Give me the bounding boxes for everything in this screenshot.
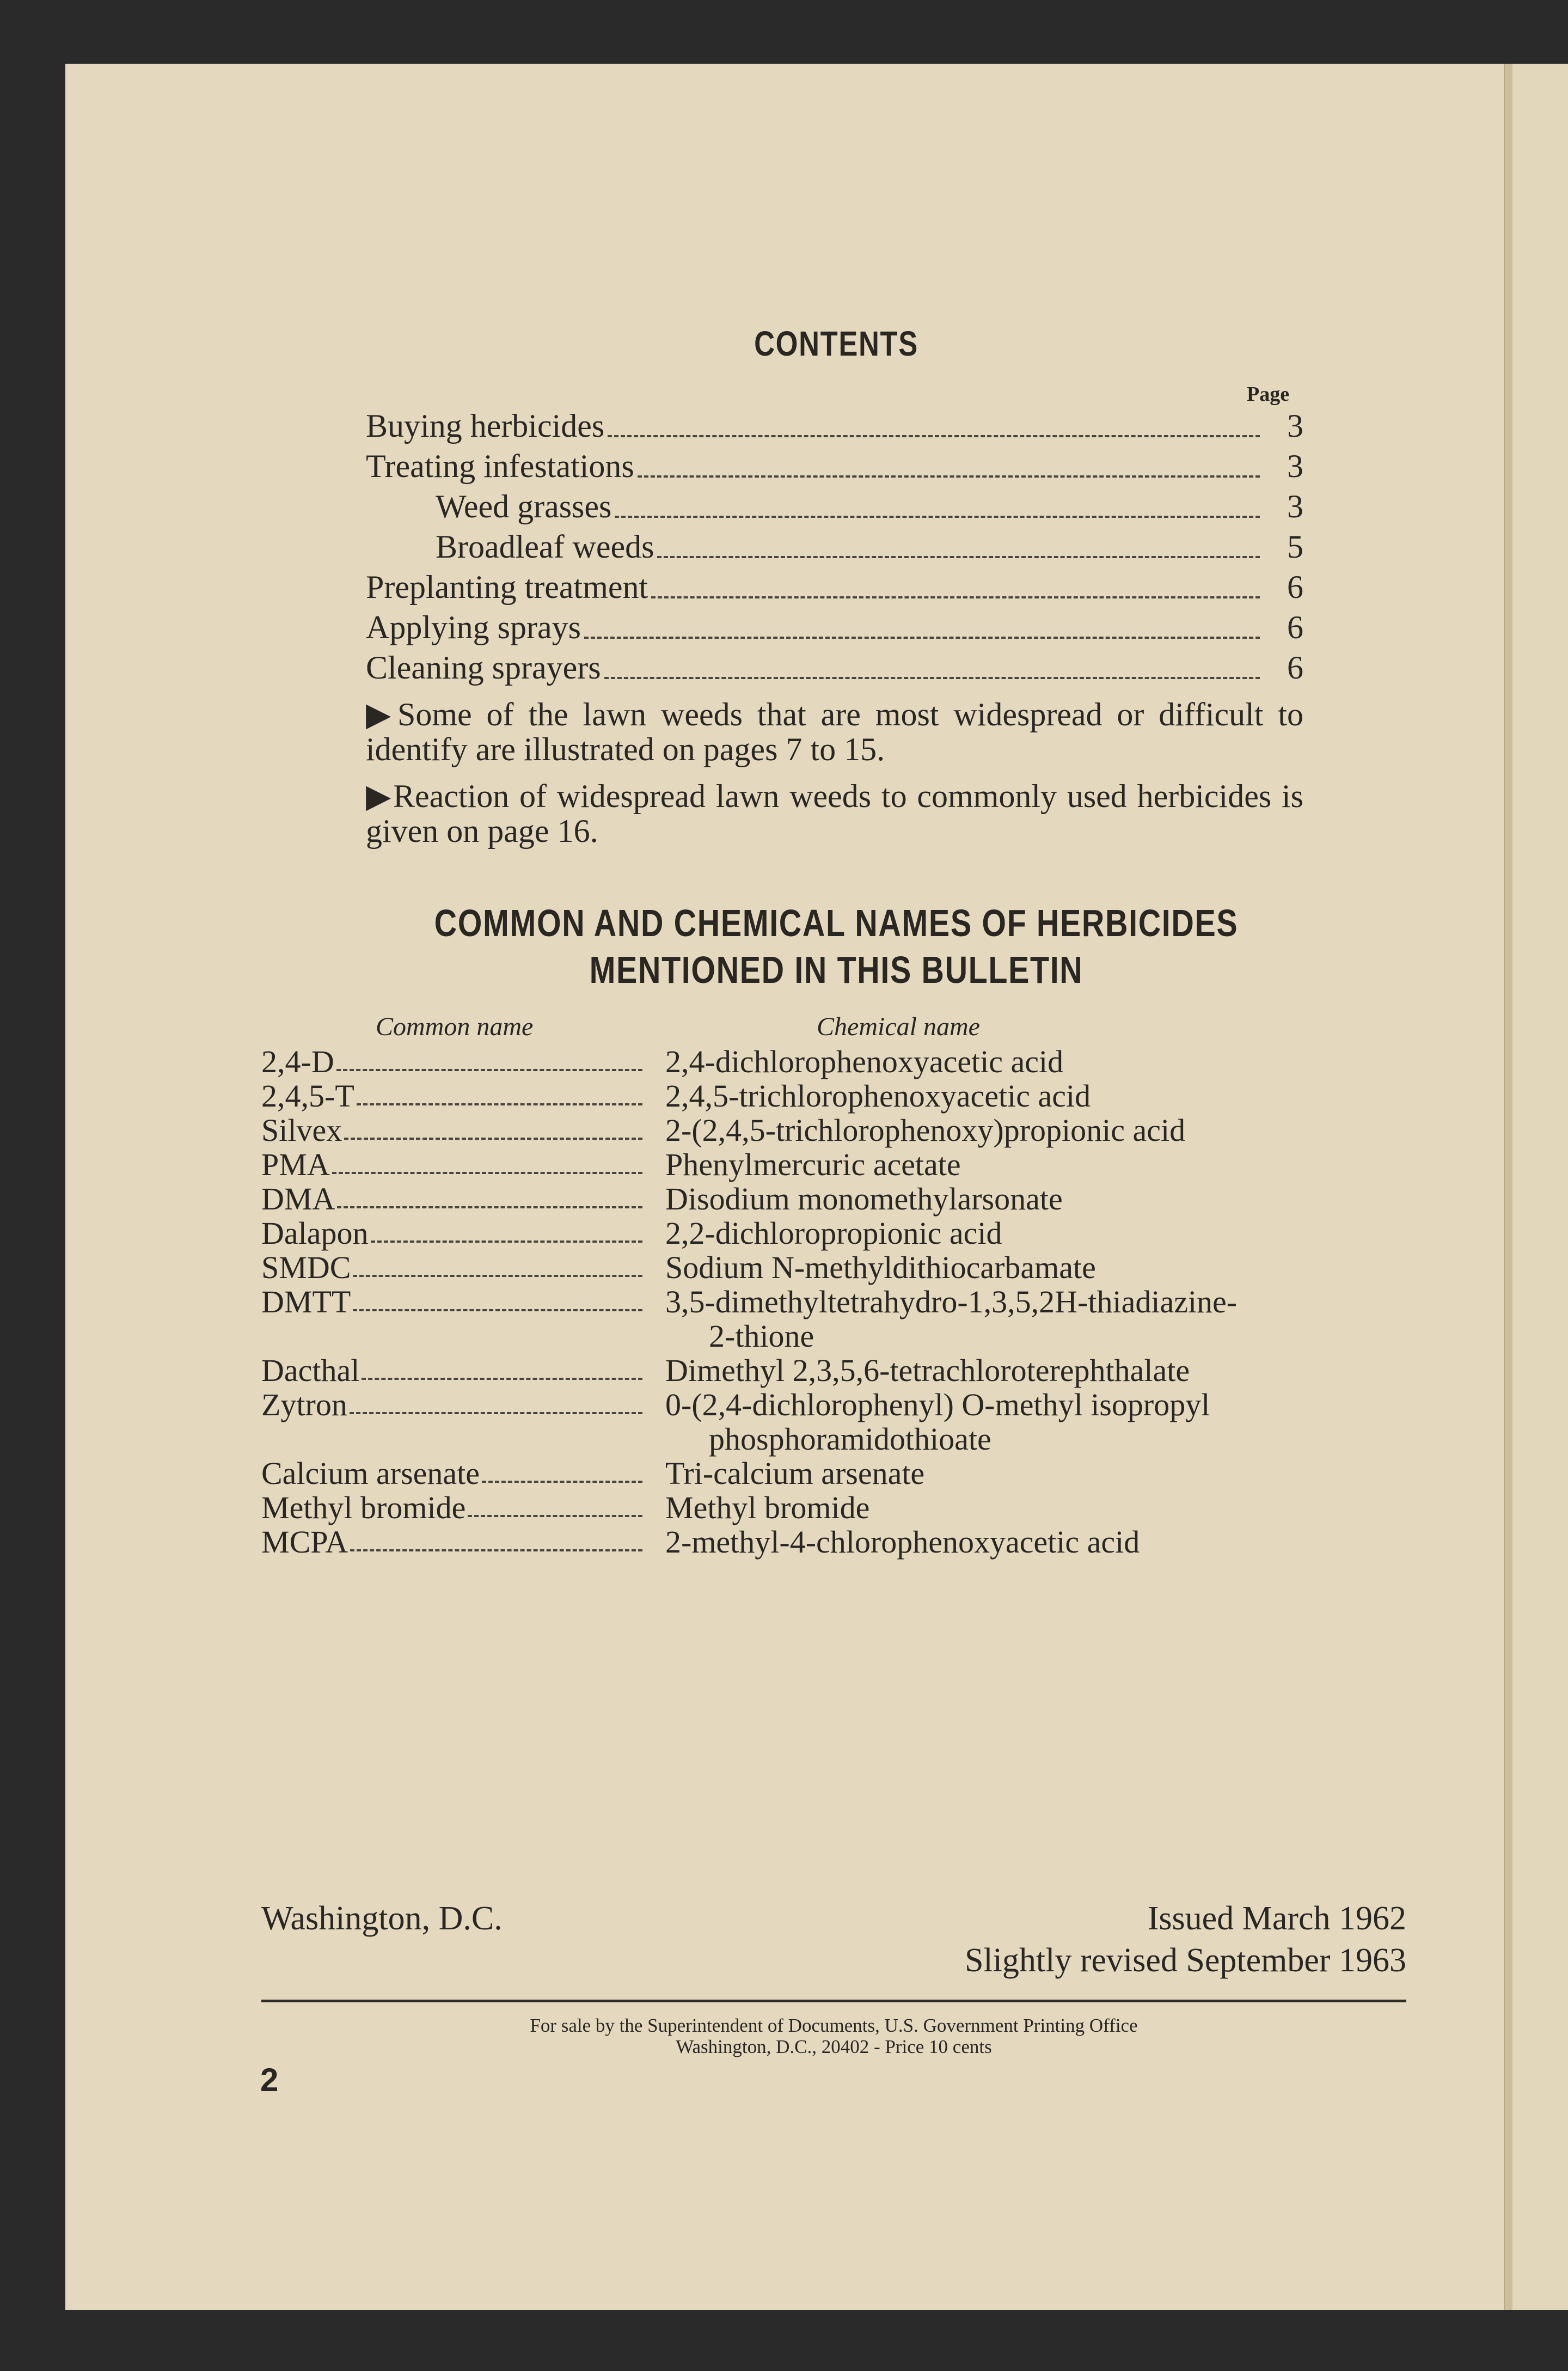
chemical-name: 2,4,5-trichlorophenoxyacetic acid: [665, 1078, 1091, 1114]
common-name: 2,4-D: [261, 1044, 334, 1079]
toc-label: Weed grasses: [436, 488, 612, 524]
common-name: Zytron: [261, 1387, 347, 1422]
dot-leader: [638, 475, 1260, 478]
dot-leader: [357, 1079, 642, 1105]
common-name: MCPA: [261, 1524, 348, 1560]
dot-leader: [353, 1250, 642, 1277]
table-row: [261, 1284, 1416, 1354]
chemical-name: Tri-calcium arsenate: [665, 1456, 925, 1491]
common-name: Silvex: [261, 1113, 342, 1148]
chemical-name: Phenylmercuric acetate: [665, 1147, 961, 1182]
toc-entry: [366, 607, 1303, 647]
dot-leader: [336, 1044, 642, 1071]
table-row: [261, 1182, 1416, 1216]
page-column-header: Page: [1247, 383, 1290, 406]
table-row: [261, 1044, 1416, 1079]
triangle-bullet-icon: ▶: [366, 696, 398, 732]
toc-label: Cleaning sprayers: [366, 650, 601, 686]
dot-leader: [371, 1216, 643, 1243]
sale-line-2: Washington, D.C., 20402 - Price 10 cents: [676, 2036, 992, 2057]
dot-leader: [651, 596, 1260, 598]
common-name: 2,4,5-T: [261, 1078, 354, 1114]
toc-entry: [366, 647, 1303, 688]
dot-leader: [468, 1490, 642, 1517]
toc-entry: [366, 567, 1303, 607]
table-row: [261, 1079, 1416, 1113]
chemical-name: 2,2-dichloropropionic acid: [665, 1215, 1002, 1251]
table-row: [261, 1353, 1416, 1388]
table-row: [261, 1490, 1416, 1525]
toc-page: 3: [1287, 408, 1303, 444]
chemical-name: 2-methyl-4-chlorophenoxyacetic acid: [665, 1524, 1140, 1560]
chemical-name: Disodium monomethylarsonate: [665, 1181, 1063, 1217]
toc-label: Buying herbicides: [366, 408, 605, 444]
sale-line-1: For sale by the Superintendent of Documents, U.S. Government Printing Office: [530, 2015, 1138, 2036]
dot-leader: [604, 677, 1260, 679]
dot-leader: [337, 1182, 642, 1208]
table-row: [261, 1387, 1416, 1457]
toc-page: 6: [1287, 569, 1303, 605]
adjacent-page-edge: [1512, 64, 1568, 2310]
table-row: [261, 1216, 1416, 1250]
dot-leader: [482, 1456, 642, 1483]
common-name: PMA: [261, 1147, 330, 1182]
toc-page: 3: [1287, 488, 1303, 524]
dot-leader: [615, 516, 1260, 518]
common-name: Dalapon: [261, 1215, 369, 1251]
triangle-bullet-icon: ▶: [366, 778, 393, 814]
toc-page: 5: [1287, 529, 1303, 565]
dot-leader: [350, 1388, 642, 1414]
note-illustrations: ▶Some of the lawn weeds that are most widespread or difficult to identify are illustrated on pages 7 to 15.: [366, 696, 1303, 767]
table-row: [261, 1113, 1416, 1147]
toc-entry: [366, 486, 1303, 527]
common-name: Methyl bromide: [261, 1490, 466, 1525]
chemical-name: Dimethyl 2,3,5,6-tetrachloroterephthalate: [665, 1353, 1190, 1388]
toc-label: Preplanting treatment: [366, 569, 648, 605]
toc-page: 6: [1287, 609, 1303, 645]
chemical-name: Sodium N-methyldithiocarbamate: [665, 1250, 1096, 1285]
dot-leader: [584, 637, 1260, 639]
dot-leader: [350, 1525, 642, 1551]
footer-revised: Slightly revised September 1963: [964, 1942, 1406, 1979]
note-reaction: ▶Reaction of widespread lawn weeds to commonly used herbicides is given on page 16.: [366, 778, 1303, 849]
toc-label: Treating infestations: [366, 448, 634, 484]
chemical-name: Methyl bromide: [665, 1490, 870, 1525]
toc-entry: [366, 406, 1303, 446]
chemical-name: 3,5-dimethyltetrahydro-1,3,5,2H-thiadiazine-: [665, 1284, 1238, 1319]
col-header-chemical: Chemical name: [817, 1012, 980, 1041]
common-name: DMTT: [261, 1284, 351, 1319]
footer-issued: Issued March 1962: [1147, 1900, 1406, 1937]
dot-leader: [657, 556, 1260, 558]
toc-label: Broadleaf weeds: [436, 529, 654, 565]
dot-leader: [362, 1353, 642, 1380]
table-row: [261, 1147, 1416, 1182]
chemical-name: 2,4-dichlorophenoxyacetic acid: [665, 1044, 1064, 1079]
dot-leader: [608, 435, 1260, 437]
contents-title: CONTENTS: [754, 324, 918, 363]
chemical-name: 2-(2,4,5-trichlorophenoxy)propionic acid: [665, 1113, 1186, 1148]
table-row: [261, 1525, 1416, 1559]
dot-leader: [332, 1147, 642, 1174]
toc-entry: [366, 527, 1303, 567]
toc-entry: [366, 446, 1303, 486]
page-number: 2: [260, 2062, 279, 2098]
toc-page: 3: [1287, 448, 1303, 484]
chemical-name-continued: 2-thione: [709, 1318, 814, 1354]
col-header-common: Common name: [376, 1012, 534, 1041]
chemical-name: 0-(2,4-dichlorophenyl) O-methyl isopropyl: [665, 1387, 1210, 1422]
footer-rule: [261, 2000, 1406, 2002]
footer-place: Washington, D.C.: [261, 1900, 503, 1937]
table-row: [261, 1250, 1416, 1285]
common-name: Calcium arsenate: [261, 1456, 480, 1491]
chemical-name-continued: phosphoramidothioate: [709, 1421, 991, 1457]
toc-page: 6: [1287, 650, 1303, 686]
table-row: [261, 1456, 1416, 1490]
names-table-title-line1: COMMON AND CHEMICAL NAMES OF HERBICIDES: [434, 902, 1239, 944]
binding-spine: [1504, 64, 1512, 2310]
common-name: DMA: [261, 1181, 335, 1217]
dot-leader: [344, 1113, 642, 1140]
names-table-title-line2: MENTIONED IN THIS BULLETIN: [589, 949, 1083, 991]
dot-leader: [353, 1285, 642, 1311]
common-name: SMDC: [261, 1250, 351, 1285]
common-name: Dacthal: [261, 1353, 360, 1388]
toc-label: Applying sprays: [366, 609, 581, 645]
